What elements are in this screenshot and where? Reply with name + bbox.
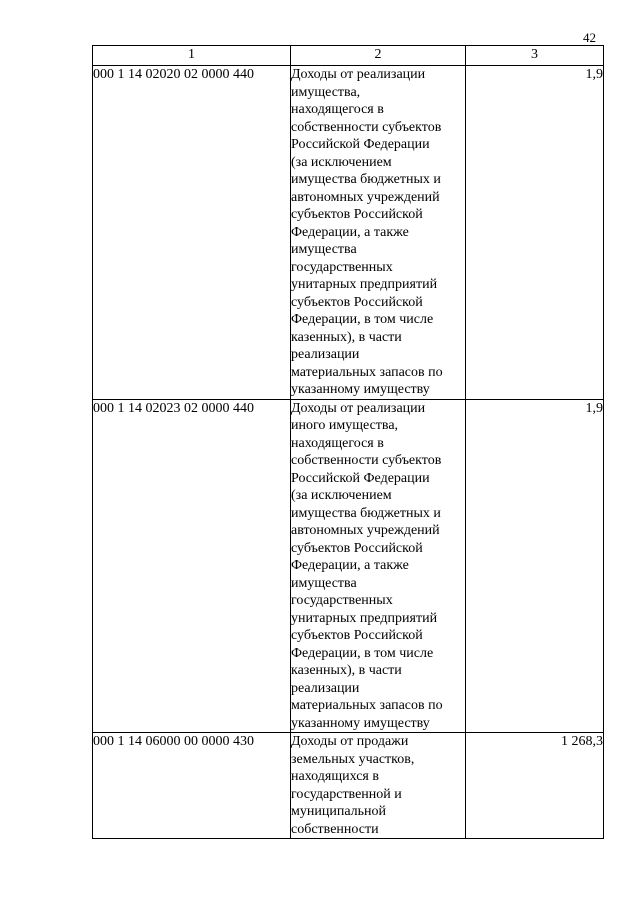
- revenue-name-line: собственности субъектов: [291, 119, 442, 135]
- revenue-name-line: земельных участков,: [291, 751, 415, 767]
- revenue-name-line: унитарных предприятий: [291, 277, 438, 292]
- page-number: 42: [583, 30, 596, 45]
- revenue-name-line: находящихся в: [291, 769, 379, 784]
- revenue-name-line: государственной и: [291, 786, 402, 802]
- table-row: [93, 66, 604, 400]
- revenue-name-line: автономных учреждений: [291, 523, 440, 538]
- revenue-name-line: субъектов Российской: [291, 540, 423, 556]
- column-header-3: 3: [466, 46, 604, 66]
- revenue-name-line: имущества,: [291, 84, 361, 100]
- revenue-name-line: материальных запасов по: [291, 698, 443, 713]
- revenue-name-line: (за исключением: [291, 154, 392, 170]
- revenue-name: [291, 733, 466, 839]
- revenue-code: 000 1 14 02020 02 0000 440: [93, 66, 291, 400]
- revenue-name-line: Доходы от продажи: [291, 734, 409, 749]
- revenue-name-line: находящегося в: [291, 102, 384, 117]
- revenue-name-line: Федерации, в том числе: [291, 645, 434, 661]
- revenue-amount: 1,9: [466, 66, 604, 400]
- revenue-name: [291, 66, 466, 400]
- revenue-name-line: казенных), в части: [291, 663, 402, 678]
- revenue-name-line: собственности субъектов: [291, 453, 442, 468]
- revenue-name-line: имущества: [291, 575, 357, 591]
- revenue-name-line: унитарных предприятий: [291, 610, 438, 626]
- revenue-name-line: указанному имуществу: [291, 382, 430, 397]
- revenue-name-line: государственных: [291, 259, 393, 275]
- table-row: [93, 399, 604, 733]
- revenue-name-line: указанному имуществу: [291, 715, 430, 731]
- revenue-name-line: субъектов Российской: [291, 294, 423, 310]
- revenue-name-line: государственных: [291, 593, 393, 608]
- revenue-name-line: казенных), в части: [291, 329, 402, 345]
- budget-table: [92, 45, 604, 839]
- revenue-name-line: собственности: [291, 821, 379, 837]
- revenue-code: 000 1 14 02023 02 0000 440: [93, 399, 291, 733]
- revenue-name-line: автономных учреждений: [291, 189, 440, 205]
- revenue-name-line: находящегося в: [291, 435, 384, 451]
- revenue-name-line: иного имущества,: [291, 418, 399, 433]
- table-body: [93, 66, 604, 839]
- revenue-name-line: Российской Федерации: [291, 137, 430, 152]
- revenue-name-line: материальных запасов по: [291, 364, 443, 380]
- revenue-name-line: Федерации, а также: [291, 224, 409, 240]
- revenue-name-line: реализации: [291, 680, 360, 696]
- revenue-code: 000 1 14 06000 00 0000 430: [93, 733, 291, 839]
- revenue-name-line: Федерации, в том числе: [291, 312, 434, 327]
- revenue-name-line: реализации: [291, 347, 360, 362]
- revenue-name-line: Доходы от реализации: [291, 400, 426, 416]
- table-row: [93, 733, 604, 839]
- table-header-row: [93, 46, 604, 66]
- revenue-name-line: имущества бюджетных и: [291, 172, 441, 187]
- revenue-name-line: Российской Федерации: [291, 470, 430, 486]
- column-header-1: 1: [93, 46, 291, 66]
- revenue-name-line: (за исключением: [291, 488, 392, 503]
- revenue-name-line: Доходы от реализации: [291, 67, 426, 82]
- revenue-name-line: Федерации, а также: [291, 558, 409, 573]
- revenue-amount: 1,9: [466, 399, 604, 733]
- revenue-name-line: имущества бюджетных и: [291, 505, 441, 521]
- revenue-name-line: муниципальной: [291, 804, 387, 819]
- column-header-2: 2: [291, 46, 466, 66]
- revenue-name: [291, 399, 466, 733]
- revenue-name-line: субъектов Российской: [291, 628, 423, 643]
- revenue-name-line: субъектов Российской: [291, 207, 423, 222]
- revenue-amount: 1 268,3: [466, 733, 604, 839]
- revenue-name-line: имущества: [291, 242, 357, 257]
